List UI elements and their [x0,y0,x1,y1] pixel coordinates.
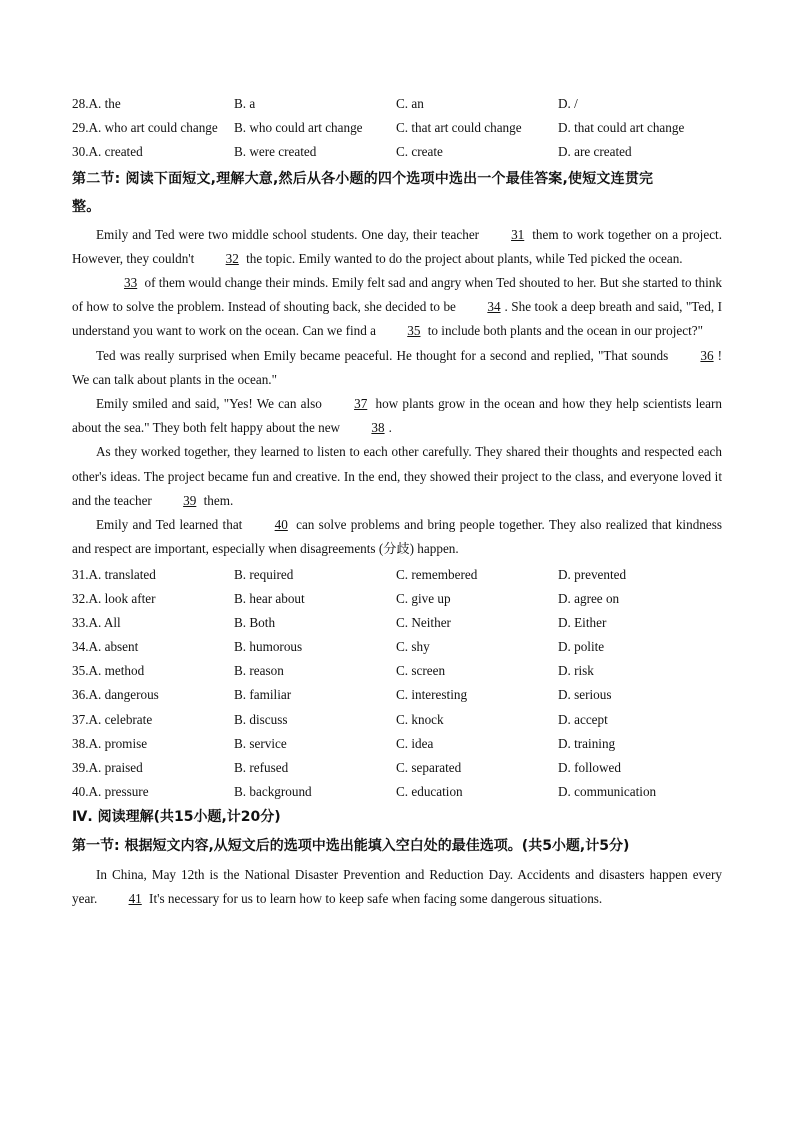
text: Emily and Ted learned that [96,517,247,532]
option-row [72,140,722,164]
blank-35: 35 [407,323,421,339]
option-d: D. risk [558,663,594,679]
blank-37: 37 [354,395,368,411]
option-b: B. Both [234,614,276,630]
option-c: C. separated [396,760,462,775]
option-a: 31.A. translated [72,566,156,582]
option-c: C. Neither [396,614,451,630]
option-a: 38.A. promise [72,735,148,751]
option-c: C. idea [396,735,434,751]
option-row [72,756,722,780]
blank-39: 39 [183,492,197,508]
section2-title [72,165,722,221]
option-row [72,116,722,140]
option-b: B. who could art change [234,120,363,136]
option-a: 33.A. All [72,614,121,630]
option-d: D. communication [558,784,657,800]
option-d: D. training [558,735,616,751]
option-b: B. discuss [234,711,288,727]
option-row [72,635,722,659]
option-b: B. refused [234,760,289,775]
text: . [388,420,392,436]
option-a: 28.A. the [72,96,121,112]
section2-title-line1: 第二节: 阅读下面短文,理解大意,然后从各小题的四个选项中选出一个最佳答案,使短文连贯完 [72,170,654,187]
option-b: B. hear about [234,590,305,606]
passage-paragraph-3 [72,344,722,392]
option-a: 40.A. pressure [72,784,149,800]
option-c: C. screen [396,663,446,679]
option-d: D. agree on [558,590,620,606]
option-c: C. knock [396,711,444,727]
option-a: 34.A. absent [72,639,139,655]
option-c: C. shy [396,639,430,655]
option-a: 39.A. praised [72,760,143,775]
blank-38: 38 [371,420,385,436]
blank-31: 31 [511,226,525,242]
cloze-passage [72,223,722,562]
option-b: B. familiar [234,687,292,703]
passage-paragraph-6 [72,513,722,561]
option-a: 35.A. method [72,663,145,679]
option-d: D. polite [558,639,605,655]
text: them to work together on a project. However, they couldn't [72,226,723,266]
exam-page [72,92,722,912]
option-c: C. create [396,144,443,160]
blank-40: 40 [274,517,288,532]
text: can solve problems and bring people together. They also realized that kindness and respect are important, especially when disagreements (分歧) happen. [72,517,722,557]
option-a: 29.A. who art could change [72,120,218,136]
option-c: C. interesting [396,687,468,703]
option-d: D. prevented [558,566,627,582]
text: It's necessary for us to learn how to keep safe when facing some dangerous situations. [145,891,603,907]
option-b: B. reason [234,663,284,679]
text: them. [200,492,234,508]
option-a: 30.A. created [72,144,143,160]
option-b: B. background [234,784,312,800]
option-a: 36.A. dangerous [72,687,159,703]
option-c: C. that art could change [396,120,522,136]
option-b: B. a [234,96,256,112]
option-c: C. an [396,96,424,112]
options-list [72,562,722,804]
blank-36: 36 [700,347,714,363]
text: In China, May 12th is the National Disaster Prevention and Reduction Day. Accidents and disasters happen every year. [72,867,722,907]
text: . She took a deep breath and said, "Ted, I understand you want to work on the ocean. Can we find a [72,299,723,339]
option-d: D. are created [558,144,632,160]
option-a: 32.A. look after [72,590,156,606]
part4-section1-title: 第一节: 根据短文内容,从短文后的选项中选出能填入空白处的最佳选项。(共5小题,计5分) [72,838,630,855]
option-row [72,659,722,683]
passage-paragraph-2 [72,271,722,344]
option-b: B. humorous [234,639,303,655]
option-row [72,732,722,756]
blank-32: 32 [225,250,239,266]
text: how plants grow in the ocean and how they help scientists learn about the sea." They both felt happy about the new [72,395,722,436]
text: the topic. Emily wanted to do the project about plants, while Ted picked the ocean. [242,250,683,266]
option-b: B. were created [234,144,317,160]
blank-33: 33 [124,274,138,290]
section2-title-line2: 整。 [72,198,101,215]
option-row [72,562,722,586]
reading-paragraph-1 [72,863,722,911]
option-c: C. education [396,784,463,800]
passage-paragraph-5 [72,440,722,513]
text: As they worked together, they learned to listen to each other carefully. They shared their thoughts and respected each other's ideas. The project became fun and creative. In the end, they showed their project to the class, and everyone loved it and the teacher [72,444,722,508]
passage-paragraph-4 [72,392,722,440]
option-d: D. Either [558,614,607,630]
option-row [72,92,722,116]
options-top [72,92,722,165]
text: of them would change their minds. Emily felt sad and angry when Ted shouted to her. But she started to think of how to solve the problem. Instead of shouting back, she decided to be [72,274,722,315]
option-a: 37.A. celebrate [72,711,153,727]
option-d: D. serious [558,687,612,703]
option-d: D. that could art change [558,120,685,136]
option-d: D. / [558,96,578,112]
option-c: C. remembered [396,566,478,582]
text: Emily and Ted were two middle school students. One day, their teacher [96,226,484,242]
option-row [72,780,722,804]
option-d: D. followed [558,760,621,775]
passage-paragraph-1 [72,223,722,271]
text: ! We can talk about plants in the ocean." [72,347,722,387]
text: Emily smiled and said, "Yes! We can also [96,395,327,411]
option-c: C. give up [396,590,451,606]
option-row [72,611,722,635]
blank-34: 34 [487,299,501,315]
option-b: B. service [234,735,287,751]
option-b: B. required [234,566,294,582]
option-row [72,587,722,611]
text: to include both plants and the ocean in our project?" [424,323,704,339]
option-row [72,708,722,732]
option-row [72,683,722,707]
text: Ted was really surprised when Emily became peaceful. He thought for a second and replied, "That sounds [96,347,673,363]
part4-title: Ⅳ. 阅读理解(共15小题,计20分) [72,809,281,826]
option-d: D. accept [558,711,608,727]
blank-41: 41 [128,891,142,907]
